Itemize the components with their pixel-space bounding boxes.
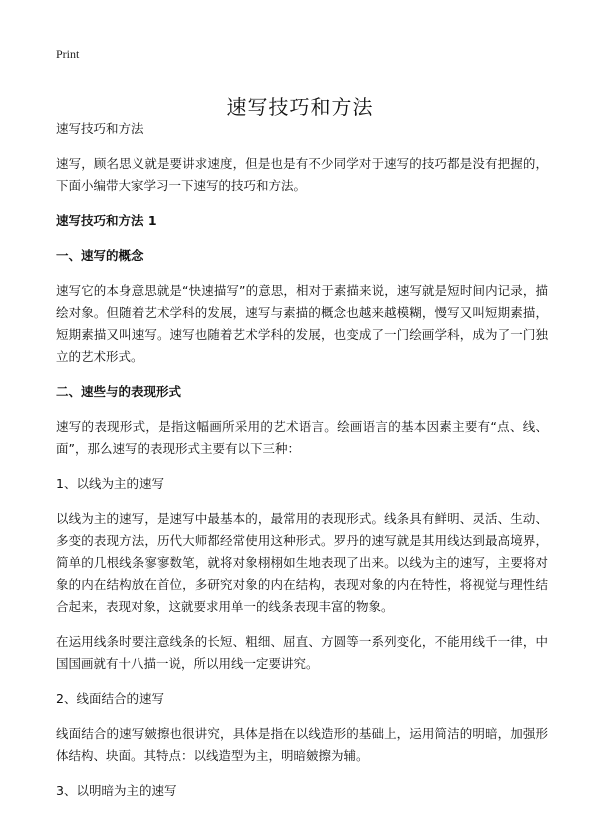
line-sketch-heading: 1、以线为主的速写	[56, 476, 164, 491]
line-face-heading: 2、线面结合的速写	[56, 691, 164, 706]
article-subtitle: 速写技巧和方法	[56, 121, 144, 136]
concept-heading: 一、速写的概念	[56, 248, 144, 263]
line-face-paragraph: 线面结合的速写皴擦也很讲究，具体是指在以线造形的基础上，运用简洁的明暗，加强形体结构、块面。其特点：以线造型为主，明暗皴擦为辅。	[56, 726, 548, 763]
forms-intro-paragraph: 速写的表现形式，是指这幅画所采用的艺术语言。绘画语言的基本因素主要有“点、线、面”，那么速写的表现形式主要有以下三种：	[56, 419, 548, 456]
forms-heading: 二、速些与的表现形式	[56, 384, 182, 399]
concept-paragraph: 速写它的本身意思就是“快速描写”的意思，相对于素描来说，速写就是短时间内记录，描绘对象。但随着艺术学科的发展，速写与素描的概念也越来越模糊，慢写又叫短期素描，短期素描又叫速写。速写也随着艺术学科的发展，也变成了一门绘画学科，成为了一门独立的艺术形式。	[56, 283, 548, 364]
line-sketch-paragraph-1: 以线为主的速写，是速写中最基本的，最常用的表现形式。线条具有鲜明、灵活、生动、多变的表现方法，历代大师都经常使用这种形式。罗丹的速写就是其用线达到最高境界，简单的几根线条寥寥数笔，就将对象栩栩如生地表现了出来。以线为主的速写，主要将对象的内在结构放在首位，多研究对象的内在结构，表现对象的内在特性，将视觉与理性结合起来，表现对象，这就要求用单一的线条表现丰富的物象。	[56, 511, 548, 614]
intro-paragraph: 速写，顾名思义就是要讲求速度，但是也是有不少同学对于速写的技巧都是没有把握的，下面小编带大家学习一下速写的技巧和方法。	[56, 156, 548, 193]
line-sketch-paragraph-2: 在运用线条时要注意线条的长短、粗细、屈直、方圆等一系列变化，不能用线千一律，中国国画就有十八描一说，所以用线一定要讲究。	[56, 634, 548, 671]
page-title: 速写技巧和方法	[226, 95, 374, 120]
article-body	[56, 118, 548, 815]
print-link[interactable]: Print	[56, 47, 80, 61]
shade-sketch-heading: 3、以明暗为主的速写	[56, 783, 177, 798]
section-heading-1: 速写技巧和方法 1	[56, 213, 157, 228]
